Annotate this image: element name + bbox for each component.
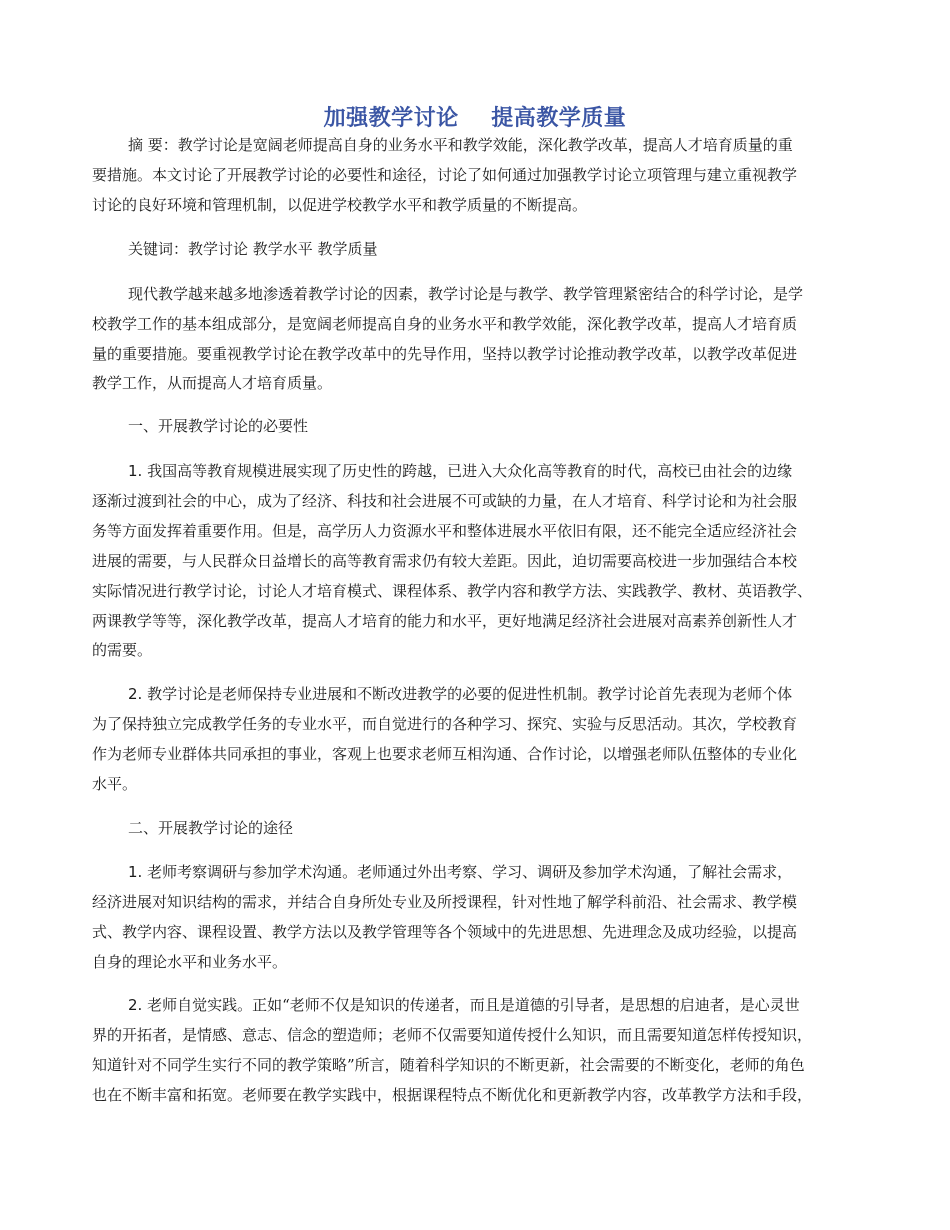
paragraph-first-line: [128, 862, 792, 882]
paragraph-line: 作为老师专业群体共同承担的事业，客观上也要求老师互相沟通、合作讨论，以增强老师队伍整体的专业化: [92, 745, 798, 763]
intro-line: 量的重要措施。要重视教学讨论在教学改革中的先导作用，坚持以教学讨论推动教学改革，以教学改革促进: [92, 345, 798, 363]
paragraph-first-line: [128, 461, 792, 481]
paragraph-line: 知道针对不同学生实行不同的教学策略”所言，随着科学知识的不断更新，社会需要的不断变化，老师的角色: [92, 1056, 805, 1074]
paragraph-line: 自身的理论水平和业务水平。: [92, 953, 288, 971]
intro-line: 教学工作，从而提高人才培育质量。: [92, 374, 333, 392]
intro-line: 校教学工作的基本组成部分，是宽阔老师提高自身的业务水平和教学效能，深化教学改革，提高人才培育质: [92, 315, 798, 333]
paragraph-line: 两课教学等等，深化教学改革，提高人才培育的能力和水平，更好地满足经济社会进展对高素养创新性人才: [92, 612, 798, 630]
abstract-line: 摘 要：教学讨论是宽阔老师提高自身的业务水平和教学效能，深化教学改革，提高人才培育质量的重: [128, 136, 793, 154]
paragraph-line: 也在不断丰富和拓宽。老师要在教学实践中，根据课程特点不断优化和更新教学内容，改革教学方法和手段，: [92, 1086, 813, 1104]
section-heading: 二、开展教学讨论的途径: [128, 819, 294, 837]
paragraph-line: 的需要。: [92, 641, 153, 659]
paragraph-line: 为了保持独立完成教学任务的专业水平，而自觉进行的各种学习、探究、实验与反思活动。其次，学校教育: [92, 715, 798, 733]
paragraph-line: 教学讨论是老师保持专业进展和不断改进教学的必要的促进性机制。教学讨论首先表现为老师个体: [147, 685, 793, 703]
paragraph-number: 1.: [128, 462, 143, 480]
section-heading: 一、开展教学讨论的必要性: [128, 417, 309, 435]
paragraph-line: 经济进展对知识结构的需求，并结合自身所处专业及所授课程，针对性地了解学科前沿、社会需求、教学模: [92, 893, 798, 911]
paragraph-first-line: [128, 684, 792, 704]
keywords-line: 关键词：教学讨论 教学水平 教学质量: [128, 240, 378, 258]
paragraph-line: 实际情况进行教学讨论，讨论人才培育模式、课程体系、教学内容和教学方法、实践教学、教材、英语教学、: [92, 582, 813, 600]
abstract-line: 要措施。本文讨论了开展教学讨论的必要性和途径，讨论了如何通过加强教学讨论立项管理与建立重视教学: [92, 166, 798, 184]
paragraph-first-line: [128, 995, 800, 1015]
paragraph-line: 式、教学内容、课程设置、教学方法以及教学管理等各个领域中的先进思想、先进理念及成功经验，以提高: [92, 923, 798, 941]
paragraph-line: 务等方面发挥着重要作用。但是，高学历人力资源水平和整体进展水平依旧有限，还不能完全适应经济社会: [92, 522, 798, 540]
paragraph-line: 逐渐过渡到社会的中心，成为了经济、科技和社会进展不可或缺的力量，在人才培育、科学讨论和为社会服: [92, 492, 798, 510]
paragraph-line: 我国高等教育规模进展实现了历史性的跨越，已进入大众化高等教育的时代，高校已由社会的边缘: [147, 462, 793, 480]
paragraph-line: 进展的需要，与人民群众日益增长的高等教育需求仍有较大差距。因此，迫切需要高校进一步加强结合本校: [92, 552, 798, 570]
abstract-line: 讨论的良好环境和管理机制，以促进学校教学水平和教学质量的不断提高。: [92, 196, 588, 214]
paragraph-line: 老师自觉实践。正如“老师不仅是知识的传递者，而且是道德的引导者，是思想的启迪者，是心灵世: [147, 996, 800, 1014]
paragraph-number: 1.: [128, 863, 143, 881]
paragraph-line: 水平。: [92, 775, 138, 793]
paragraph-line: 界的开拓者，是情感、意志、信念的塑造师；老师不仅需要知道传授什么知识，而且需要知道怎样传授知识，: [92, 1026, 813, 1044]
paragraph-line: 老师考察调研与参加学术沟通。老师通过外出考察、学习、调研及参加学术沟通，了解社会需求，: [147, 863, 793, 881]
paragraph-number: 2.: [128, 996, 143, 1014]
paragraph-number: 2.: [128, 685, 143, 703]
document-title: 加强教学讨论 提高教学质量: [323, 106, 627, 131]
intro-line: 现代教学越来越多地渗透着教学讨论的因素，教学讨论是与教学、教学管理紧密结合的科学讨论，是学: [128, 285, 804, 303]
